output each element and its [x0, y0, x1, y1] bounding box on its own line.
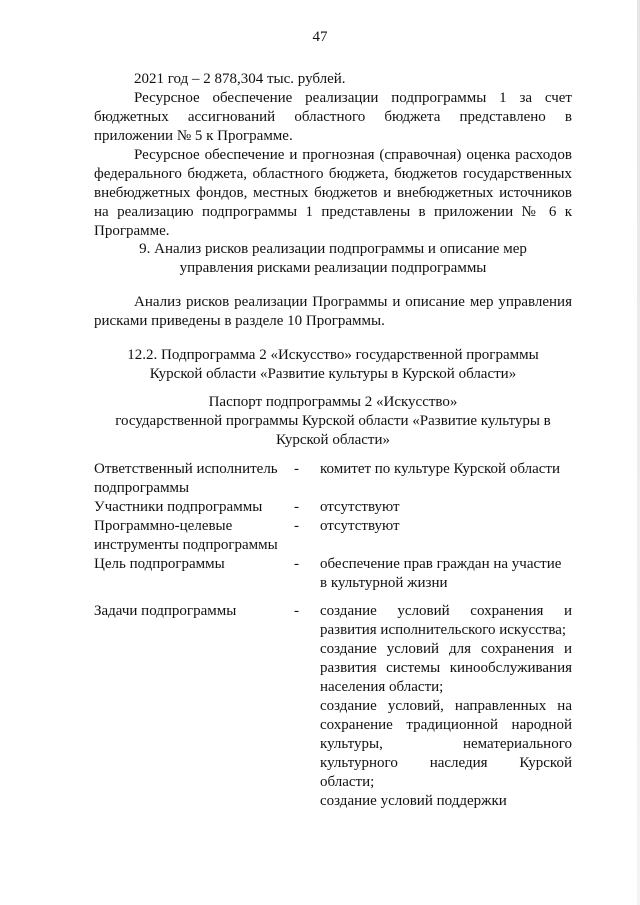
- passport-row-dash: -: [294, 518, 299, 534]
- passport-row-instruments: [94, 517, 572, 555]
- passport-row-responsible: [94, 460, 572, 498]
- passport-row-label: Участники подпрограммы: [94, 499, 263, 515]
- passport-row-label: Ответственный исполнитель подпрограммы: [94, 461, 278, 496]
- forecast-paragraph: Ресурсное обеспечение и прогнозная (справочная) оценка расходов федерального бюджета, областного бюджета, бюджетов государственных внебюджетных фондов, местных бюджетов и внебюджетных источников на реализацию подпрограммы 1 представлены в приложении № 6 к Программе.: [94, 147, 572, 239]
- section-9-heading: [94, 240, 572, 278]
- passport-row-value: комитет по культуре Курской области: [320, 461, 560, 477]
- passport-title-line3: Курской области»: [276, 432, 390, 448]
- funding-year-line: 2021 год – 2 878,304 тыс. рублей.: [134, 71, 346, 87]
- passport-title-line1: Паспорт подпрограммы 2 «Искусство»: [208, 394, 458, 410]
- task-item: создание условий сохранения и развития исполнительского искусства;: [320, 603, 572, 638]
- passport-row-label: Программно-целевые инструменты подпрограммы: [94, 518, 278, 553]
- section-9-heading-line1: 9. Анализ рисков реализации подпрограммы и описание мер: [139, 241, 527, 257]
- task-item: создание условий поддержки: [320, 793, 507, 809]
- passport-row-label: Задачи подпрограммы: [94, 603, 237, 619]
- passport-row-dash: -: [294, 603, 299, 619]
- section-9-text: Анализ рисков реализации Программы и описание мер управления рисками приведены в разделе 10 Программы.: [94, 294, 572, 329]
- passport-tasks-list: [320, 602, 572, 811]
- passport-row-dash: -: [294, 556, 299, 572]
- section-9-heading-line2: управления рисками реализации подпрограммы: [179, 260, 487, 276]
- section-9-text-block: [94, 293, 572, 331]
- page-number: 47: [312, 29, 328, 45]
- task-item: создание условий, направленных на сохранение традиционной народной культуры, нематериального культурного наследия Курской области;: [320, 698, 572, 790]
- passport-row-value: отсутствуют: [320, 499, 400, 515]
- task-item: создание условий для сохранения и развития системы кинообслуживания населения области;: [320, 641, 572, 695]
- passport-row-participants: [94, 498, 572, 517]
- passport-title-line2: государственной программы Курской области «Развитие культуры в: [115, 413, 551, 429]
- passport-row-value: обеспечение прав граждан на участие в культурной жизни: [320, 556, 562, 591]
- passport-title: [94, 393, 572, 450]
- passport-table: [94, 460, 572, 811]
- funding-paragraph: Ресурсное обеспечение реализации подпрограммы 1 за счет бюджетных ассигнований областного бюджета представлено в приложении № 5 к Программе.: [94, 90, 572, 144]
- passport-row-dash: -: [294, 499, 299, 515]
- passport-row-value: отсутствуют: [320, 518, 400, 534]
- passport-row-dash: -: [294, 461, 299, 477]
- passport-row-label: Цель подпрограммы: [94, 556, 225, 572]
- subprogram-2-heading-line1: 12.2. Подпрограмма 2 «Искусство» государственной программы: [127, 347, 539, 363]
- funding-text: [94, 70, 572, 241]
- passport-row-goal: [94, 555, 572, 593]
- passport-row-tasks: [94, 602, 572, 811]
- subprogram-2-heading-line2: Курской области «Развитие культуры в Курской области»: [149, 366, 517, 382]
- subprogram-2-heading: [94, 346, 572, 384]
